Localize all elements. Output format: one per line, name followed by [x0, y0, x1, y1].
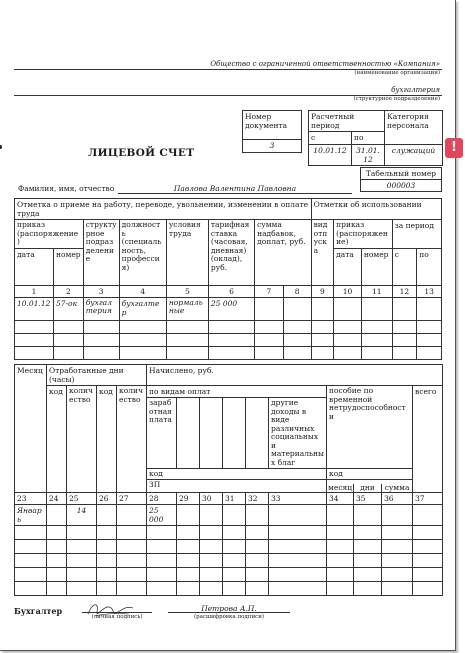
- pay-num-cell: 24: [47, 493, 67, 505]
- period-label: Расчетный период: [309, 111, 385, 132]
- hire-num-cell: 11: [361, 285, 392, 297]
- pay-num-cell: 26: [97, 493, 117, 505]
- org-caption: (наименование организации): [354, 70, 440, 76]
- hire-section-label: Отметка о приеме на работу, переводе, увольнении, изменении в оплате труда: [15, 199, 312, 220]
- doc-number-table: [242, 110, 302, 153]
- hire-col-bonus: сумма надбавок, доплат, руб.: [255, 220, 312, 286]
- pay-num-cell: 29: [177, 493, 200, 505]
- sign-role: Бухгалтер: [14, 606, 63, 616]
- period-to: 31.01.12: [352, 145, 385, 166]
- doc-number-label: Номер документа: [243, 111, 302, 140]
- fio-value: Павлова Валентина Павловна: [118, 184, 352, 194]
- pay-salary-label: заработная плата: [147, 398, 177, 469]
- tabnum-value: 000003: [361, 180, 442, 192]
- hire-row-number: 57-ок: [53, 297, 83, 320]
- fio-label: Фамилия, имя, отчество: [18, 184, 115, 193]
- pay-num-cell: 35: [354, 493, 382, 505]
- pay-num-cell: 33: [269, 493, 327, 505]
- period-from-label: с: [309, 132, 352, 145]
- hire-row-position: бухгалтер: [119, 297, 166, 320]
- pay-code-row: код: [147, 469, 326, 480]
- category-label: Категория персонала: [385, 111, 443, 145]
- hire-col-position: должность (специальность, профессия): [119, 220, 166, 286]
- period-to-label: по: [352, 132, 385, 145]
- pay-qty-label-2: количество: [117, 386, 147, 493]
- pay-by-types-label: по видам оплат: [147, 386, 327, 398]
- pay-sub-month: месяц: [327, 484, 354, 492]
- pay-row-salary: 25 000: [147, 505, 177, 526]
- hire-col-rate: тарифная ставка (часовая, дневная) (оклад), руб.: [208, 220, 254, 286]
- hire-col-dept: структурное подразделение: [83, 220, 119, 286]
- use-col-order: приказ (распоряжение): [334, 220, 392, 249]
- use-sub-to: по: [417, 248, 442, 285]
- pay-num-cell: 27: [117, 493, 147, 505]
- hire-table: [14, 198, 442, 360]
- use-col-vacation: вид отпуска: [311, 220, 334, 286]
- pay-num-cell: 23: [15, 493, 47, 505]
- hire-row-conditions: нормальные: [166, 297, 208, 320]
- org-name: Общество с ограниченной ответственностью «Компания»: [210, 60, 440, 68]
- pay-zp-label: ЗП: [149, 480, 161, 489]
- use-section-label: Отметки об использовании: [311, 199, 441, 220]
- use-sub-number: номер: [361, 248, 392, 285]
- hire-row-rate: 25 000: [208, 297, 254, 320]
- hire-row-dept: бухгалтерия: [83, 297, 119, 320]
- margin-dot: [0, 145, 2, 149]
- hire-num-cell: 13: [417, 285, 442, 297]
- hire-num-cell: 10: [334, 285, 362, 297]
- hire-num-cell: 6: [208, 285, 254, 297]
- hire-sub-number: номер: [53, 248, 83, 285]
- pay-benefit-sub: [327, 469, 413, 493]
- pay-num-cell: 37: [413, 493, 443, 505]
- category-value: служащий: [385, 145, 443, 166]
- sign-name: Петрова А.П.: [201, 604, 257, 613]
- sign-name-caption: (расшифровка подписи): [193, 614, 265, 620]
- pay-num-cell: 25: [67, 493, 97, 505]
- pay-code-zp-block: [147, 469, 327, 493]
- dept-name: бухгалтерия: [391, 86, 440, 94]
- pay-sub-sum: сумма: [384, 483, 410, 492]
- pay-num-cell: 28: [147, 493, 177, 505]
- sign-name-line: [168, 612, 290, 613]
- hire-num-cell: 8: [283, 285, 311, 297]
- pay-table: [14, 364, 443, 596]
- hire-num-cell: 5: [166, 285, 208, 297]
- pay-benefit-label: пособие по временной нетрудоспособности: [327, 386, 413, 469]
- pay-worked-label: Отработанные дни (часы): [47, 365, 147, 386]
- pay-num-cell: 34: [327, 493, 354, 505]
- sign-caption: (личная подпись): [91, 614, 143, 620]
- pay-benefit-code: код: [327, 469, 412, 480]
- pay-num-cell: 31: [223, 493, 246, 505]
- dept-caption: (структурное подразделение): [353, 96, 440, 102]
- hire-num-cell: 7: [255, 285, 284, 297]
- pay-other-income-label: другие доходы в виде различных социальных и материальных благ: [269, 398, 327, 469]
- pay-month-label: Месяц: [15, 365, 47, 493]
- hire-row-date: 10.01.12: [15, 297, 54, 320]
- hire-num-cell: 3: [83, 285, 119, 297]
- period-table: [308, 110, 443, 166]
- doc-title: ЛИЦЕВОЙ СЧЕТ: [88, 147, 195, 159]
- pay-num-cell: 32: [246, 493, 269, 505]
- hire-num-cell: 4: [119, 285, 166, 297]
- use-sub-from: с: [392, 248, 417, 285]
- pay-sub-days: дни: [354, 484, 382, 492]
- pay-code-label: код: [47, 386, 67, 493]
- pay-benefit-subcols: [327, 480, 412, 492]
- tabnum-label: Табельный номер: [361, 168, 442, 180]
- hire-col-conditions: условия труда: [166, 220, 208, 286]
- use-sub-date: дата: [334, 248, 362, 285]
- pay-code-label-2: код: [97, 386, 117, 493]
- period-from: 10.01.12: [309, 145, 352, 166]
- use-col-period: за период: [392, 220, 441, 249]
- pay-row-qty: 14: [67, 505, 97, 526]
- doc-number: 3: [243, 140, 302, 153]
- hire-sub-date: дата: [15, 248, 54, 285]
- hire-num-cell: 2: [53, 285, 83, 297]
- pay-accrued-label: Начислено, руб.: [147, 365, 443, 386]
- hire-num-cell: 1: [15, 285, 54, 297]
- tabnum-table: [360, 167, 442, 192]
- pay-num-cell: 30: [200, 493, 223, 505]
- pay-total-label: всего: [413, 386, 443, 493]
- hire-num-cell: 9: [311, 285, 334, 297]
- pay-qty-label: количество: [67, 386, 97, 493]
- alert-icon[interactable]: !: [445, 138, 463, 158]
- pay-num-cell: 36: [382, 493, 413, 505]
- hire-col-order: приказ (распоряжение): [15, 220, 84, 249]
- pay-row-month: Январь: [15, 505, 47, 526]
- hire-num-cell: 12: [392, 285, 417, 297]
